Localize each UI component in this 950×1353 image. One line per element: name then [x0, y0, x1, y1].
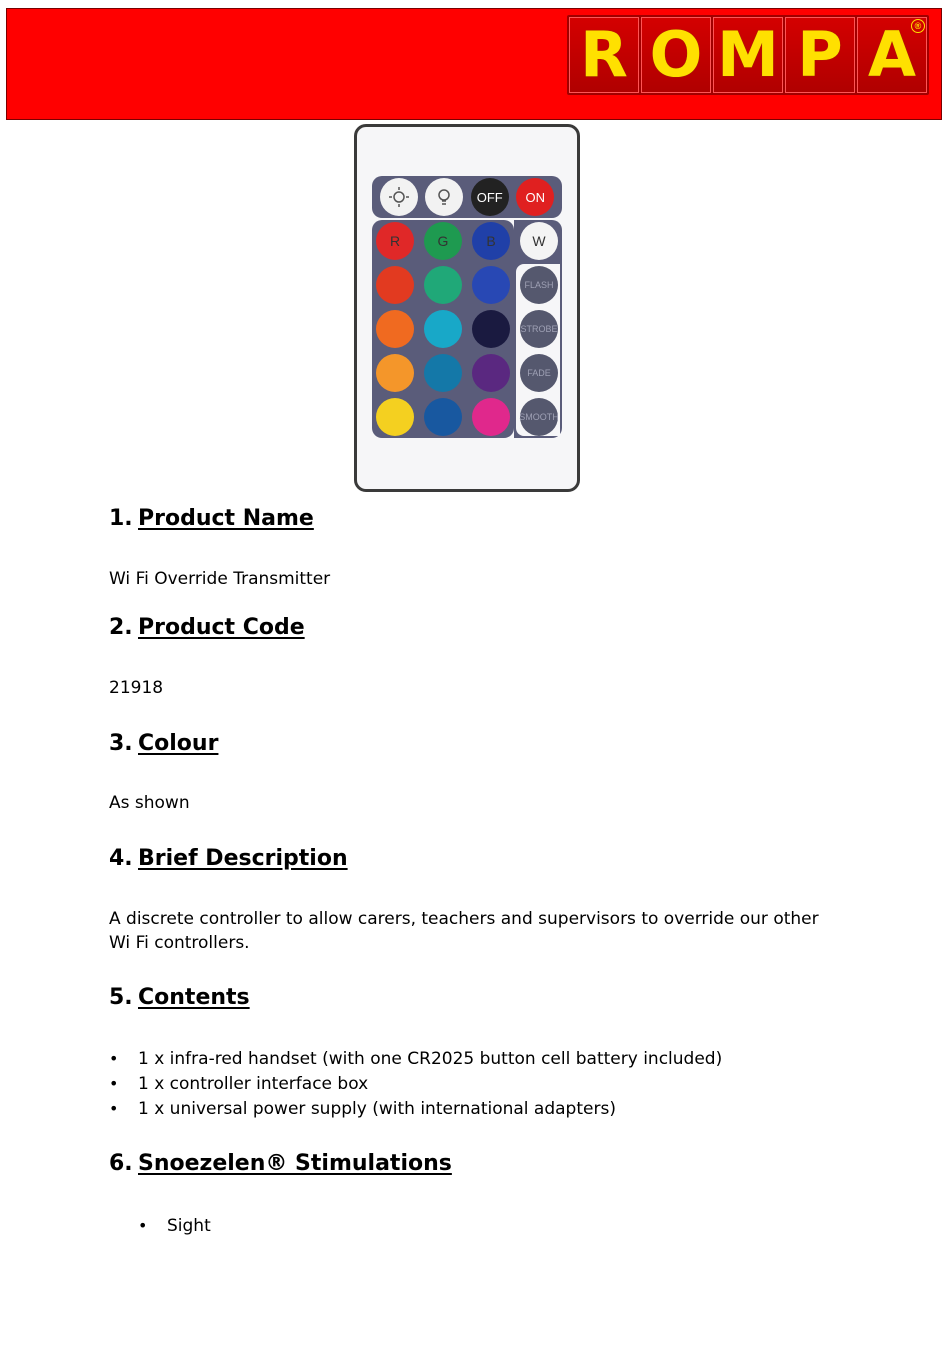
color-button — [472, 310, 510, 348]
strobe-button: STROBE — [520, 310, 558, 348]
brightness-up-icon — [380, 178, 418, 216]
header-bar — [6, 8, 942, 120]
logo-letter: O — [641, 17, 711, 93]
section-brief-description — [109, 846, 348, 871]
contents-list — [109, 1046, 722, 1121]
section-number: 5. — [109, 985, 133, 1010]
color-button — [376, 310, 414, 348]
off-button: OFF — [471, 178, 509, 216]
section-number: 3. — [109, 731, 133, 756]
color-button — [472, 354, 510, 392]
list-item — [109, 1096, 722, 1121]
color-button — [424, 398, 462, 436]
product-image-remote — [354, 124, 580, 492]
logo-letter: M — [713, 17, 783, 93]
brief-description-text: A discrete controller to allow carers, teachers and supervisors to override our other Wi Fi controllers. — [109, 909, 819, 953]
section-product-code — [109, 615, 305, 640]
section-title: Contents — [138, 985, 250, 1010]
section-product-name — [109, 506, 314, 531]
product-code-text: 21918 — [109, 678, 164, 698]
section-title: Colour — [138, 731, 219, 756]
color-button — [376, 266, 414, 304]
colour-text: As shown — [109, 793, 190, 813]
color-button — [472, 398, 510, 436]
list-item-text: Sight — [167, 1215, 211, 1236]
bullet-icon: • — [109, 1099, 119, 1118]
section-number: 6. — [109, 1151, 133, 1176]
bullet-icon: • — [138, 1216, 148, 1235]
smooth-button: SMOOTH — [520, 398, 558, 436]
section-title: Snoezelen® Stimulations — [138, 1151, 452, 1176]
remote-top-row — [372, 176, 562, 218]
section-colour — [109, 731, 218, 756]
section-title: Brief Description — [138, 846, 348, 871]
logo-letter: A — [857, 17, 927, 93]
section-title: Product Code — [138, 615, 305, 640]
logo-letter: P — [785, 17, 855, 93]
bullet-icon: • — [109, 1074, 119, 1093]
red-button: R — [376, 222, 414, 260]
registered-mark: ® — [911, 19, 925, 33]
color-button — [424, 310, 462, 348]
section-number: 2. — [109, 615, 133, 640]
blue-button: B — [472, 222, 510, 260]
list-item — [109, 1046, 722, 1071]
on-button: ON — [516, 178, 554, 216]
section-number: 4. — [109, 846, 133, 871]
color-button — [376, 398, 414, 436]
green-button: G — [424, 222, 462, 260]
section-number: 1. — [109, 506, 133, 531]
bullet-icon: • — [109, 1049, 119, 1068]
stimulations-list — [138, 1213, 211, 1238]
list-item — [138, 1213, 211, 1238]
color-button — [376, 354, 414, 392]
color-button — [424, 266, 462, 304]
section-contents — [109, 985, 250, 1010]
color-button — [424, 354, 462, 392]
list-item — [109, 1071, 722, 1096]
fade-button: FADE — [520, 354, 558, 392]
rompa-logo — [567, 15, 929, 95]
product-name-text: Wi Fi Override Transmitter — [109, 569, 331, 589]
section-snoezelen-stimulations — [109, 1151, 452, 1176]
section-title: Product Name — [138, 506, 314, 531]
brightness-down-icon — [425, 178, 463, 216]
list-item-text: 1 x universal power supply (with international adapters) — [138, 1098, 616, 1119]
list-item-text: 1 x controller interface box — [138, 1073, 369, 1094]
logo-letter: R — [569, 17, 639, 93]
list-item-text: 1 x infra-red handset (with one CR2025 button cell battery included) — [138, 1048, 723, 1069]
flash-button: FLASH — [520, 266, 558, 304]
white-button: W — [520, 222, 558, 260]
color-button — [472, 266, 510, 304]
